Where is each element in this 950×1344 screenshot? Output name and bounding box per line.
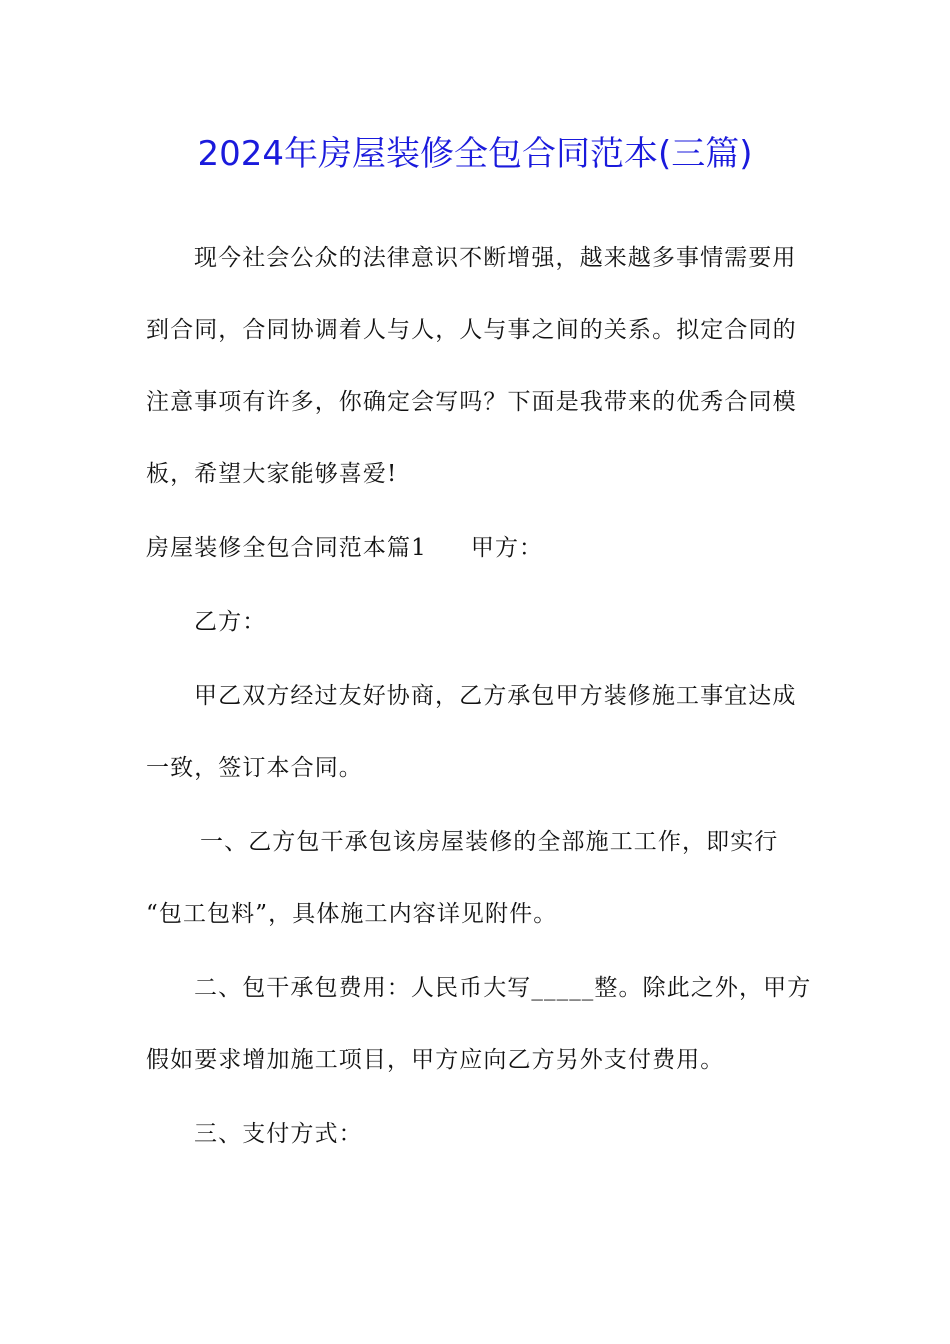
intro-line-4: 板，希望大家能够喜爱! <box>146 461 398 487</box>
agreement-line-2: 一致，签订本合同。 <box>146 755 363 781</box>
clause-2-line-2: 假如要求增加施工项目，甲方应向乙方另外支付费用。 <box>146 1047 725 1073</box>
clause-3-heading: 三、支付方式： <box>194 1121 363 1147</box>
clause-1-line-1: 一、乙方包干承包该房屋装修的全部施工工作，即实行 <box>200 829 779 855</box>
document-title: 2024年房屋装修全包合同范本(三篇) <box>197 134 753 174</box>
intro-line-2: 到合同，合同协调着人与人，人与事之间的关系。拟定合同的 <box>146 317 797 343</box>
clause-2-line-1: 二、包干承包费用：人民币大写_____整。除此之外，甲方 <box>194 975 812 1001</box>
party-a-label: 甲方： <box>470 535 544 561</box>
agreement-line-1: 甲乙双方经过友好协商，乙方承包甲方装修施工事宜达成 <box>194 683 797 709</box>
section-heading: 房屋装修全包合同范本篇1 <box>146 535 427 561</box>
clause-1-line-2: “包工包料”，具体施工内容详见附件。 <box>146 901 558 927</box>
intro-line-1: 现今社会公众的法律意识不断增强，越来越多事情需要用 <box>194 245 797 271</box>
party-b-label: 乙方： <box>194 609 267 635</box>
section-heading-line <box>146 530 806 566</box>
intro-line-3: 注意事项有许多，你确定会写吗？下面是我带来的优秀合同模 <box>146 389 797 415</box>
